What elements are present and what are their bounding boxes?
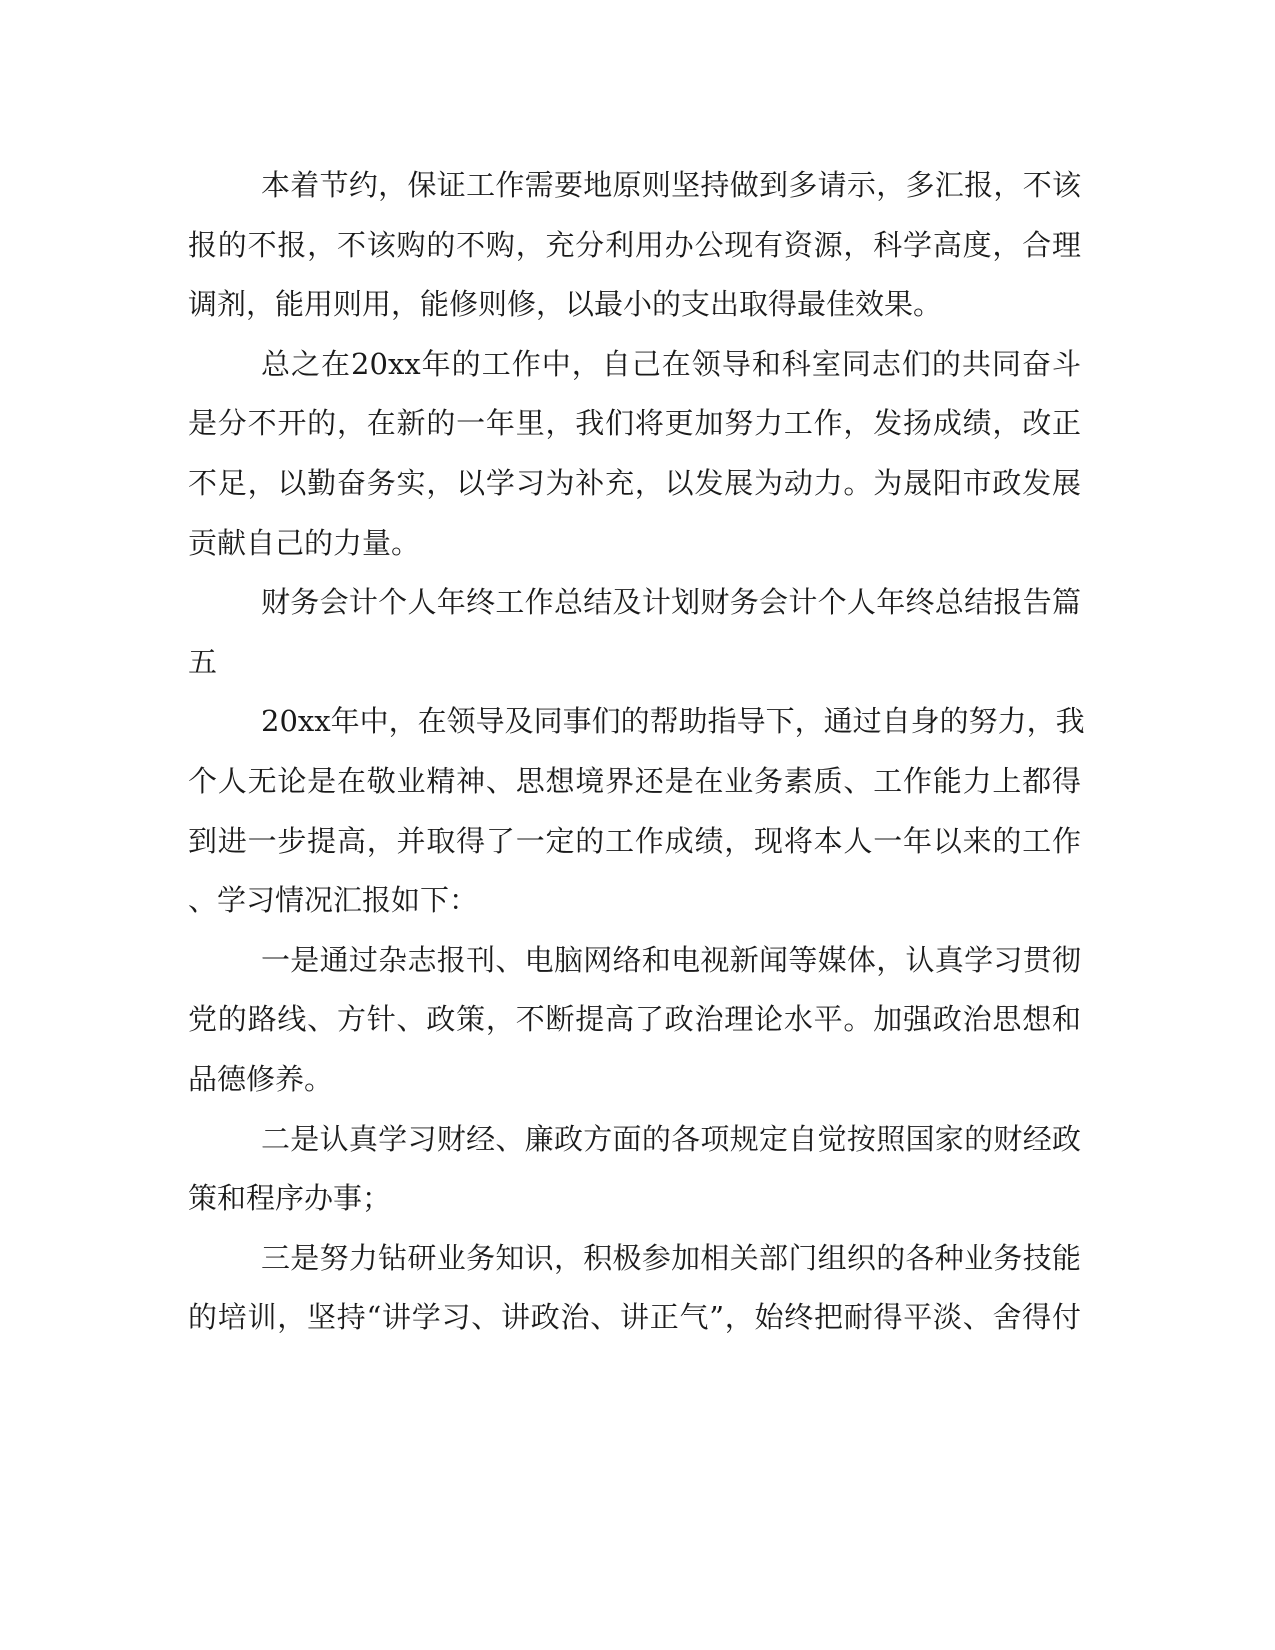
text-line: 三是努力钻研业务知识，积极参加相关部门组织的各种业务技能 — [261, 1240, 1081, 1275]
text-line: 不足，以勤奋务实，以学习为补充，以发展为动力。为晟阳市政发展 — [188, 465, 1081, 500]
text-line: 本着节约，保证工作需要地原则坚持做到多请示，多汇报，不该 — [261, 168, 1081, 202]
text-line: 二是认真学习财经、廉政方面的各项规定自觉按照国家的财经政 — [261, 1121, 1081, 1156]
document-body — [188, 156, 1085, 1348]
paragraph-6 — [188, 1229, 1081, 1348]
text-line: 20xx年中，在领导及同事们的帮助指导下，通过自身的努力，我 — [261, 704, 1085, 739]
text-line: 是分不开的，在新的一年里，我们将更加努力工作，发扬成绩，改正 — [188, 406, 1081, 441]
text-line: 党的路线、方针、政策，不断提高了政治理论水平。加强政治思想和 — [188, 1002, 1081, 1037]
text-line: 五 — [188, 644, 218, 679]
text-line: 一是通过杂志报刊、电脑网络和电视新闻等媒体，认真学习贯彻 — [261, 942, 1081, 977]
paragraph-1 — [188, 156, 1081, 335]
text-line: 品德修养。 — [188, 1061, 334, 1096]
text-line: 总之在20xx年的工作中，自己在领导和科室同志们的共同奋斗 — [261, 346, 1081, 381]
paragraph-4 — [188, 931, 1081, 1110]
text-line: 财务会计个人年终工作总结及计划财务会计个人年终总结报告篇 — [261, 585, 1081, 620]
text-line: 调剂，能用则用，能修则修，以最小的支出取得最佳效果。 — [188, 287, 943, 322]
text-line: 个人无论是在敬业精神、思想境界还是在业务素质、工作能力上都得 — [188, 763, 1081, 798]
text-line: 报的不报，不该购的不购，充分利用办公现有资源，科学高度，合理 — [188, 227, 1081, 262]
text-line: 到进一步提高，并取得了一定的工作成绩，现将本人一年以来的工作 — [188, 823, 1081, 858]
paragraph-2 — [188, 335, 1081, 573]
text-line: 贡献自己的力量。 — [188, 525, 421, 560]
text-line: 的培训，坚持“讲学习、讲政治、讲正气”，始终把耐得平淡、舍得付 — [188, 1300, 1081, 1335]
text-line: 策和程序办事； — [188, 1181, 392, 1216]
paragraph-3 — [188, 692, 1085, 930]
text-line: 、学习情况汇报如下： — [188, 883, 479, 918]
paragraph-5 — [188, 1110, 1081, 1229]
section-heading — [188, 573, 1081, 692]
